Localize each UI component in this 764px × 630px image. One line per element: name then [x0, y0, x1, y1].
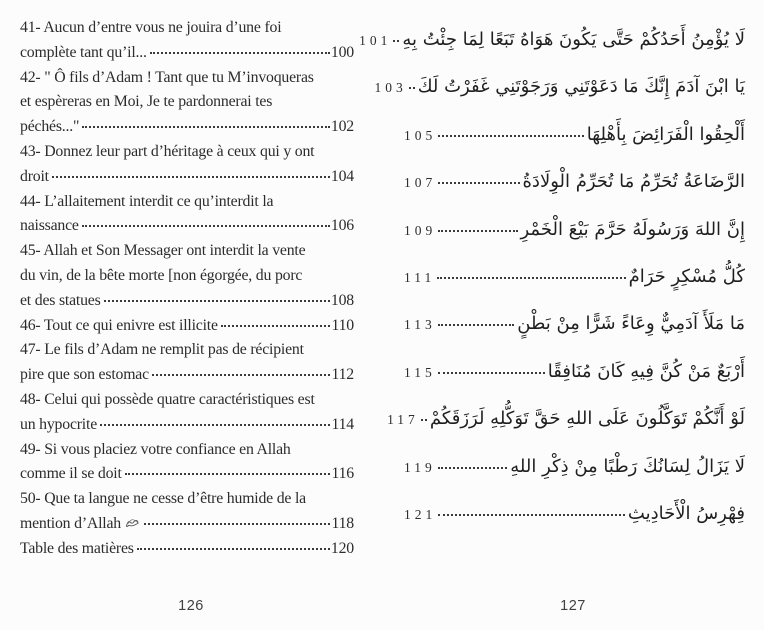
toc-entry-line: [20, 165, 354, 190]
toc-entry-text-arabic: يَا ابْنَ آدَمَ إِنَّكَ مَا دَعَوْتَنِي وَرَجَوْتَنِي غَفَرْتُ لَكَ: [417, 76, 745, 98]
toc-entry-line-arabic: [404, 158, 745, 205]
dot-leader: [393, 40, 399, 42]
toc-entry-page-number: 102: [330, 118, 354, 136]
toc-entry-text: 50- Que ta langue ne cesse d’être humide de la: [20, 490, 306, 508]
toc-entry-text: 48- Celui qui possède quatre caractéristiques est: [20, 390, 315, 408]
toc-entry-line-arabic: [404, 253, 745, 300]
toc-entry-text-arabic: فِهْرِسُ الْأَحَادِيثِ: [627, 502, 745, 524]
toc-entry-page-number: 119: [404, 459, 436, 475]
toc-entry-page-number: 103: [374, 80, 407, 96]
toc-entry-line: [20, 512, 354, 537]
dot-leader: [144, 523, 331, 525]
toc-entry-line: [20, 90, 354, 115]
toc-entry-text: 49- Si vous placiez votre confiance en Allah: [20, 440, 291, 458]
toc-entry-line: [20, 264, 354, 289]
sallallahu-alayhi-wa-sallam-icon: [125, 513, 140, 525]
toc-entry-page-number: 104: [330, 167, 354, 185]
dot-leader: [438, 230, 517, 232]
toc-entry-text: pire que son estomac: [20, 366, 149, 384]
toc-entry-text-arabic: إِنَّ اللهَ وَرَسُولَهُ حَرَّمَ بَيْعَ الْخَمْرِ: [520, 218, 745, 240]
dot-leader: [152, 374, 331, 376]
toc-entry-line-arabic: [404, 206, 745, 253]
toc-entry-text: droit: [20, 167, 49, 185]
toc-entry-text: comme il se doit: [20, 465, 122, 483]
toc-entry-text: et des statues: [20, 291, 101, 309]
french-toc-list: [20, 16, 354, 562]
toc-entry-text-arabic: لَا يَزَالُ لِسَانُكَ رَطْبًا مِنْ ذِكْرِ اللهِ: [510, 455, 745, 477]
toc-entry-line: [20, 438, 354, 463]
toc-entry-text: un hypocrite: [20, 415, 98, 433]
toc-entry-line: [20, 413, 354, 438]
toc-entry-line: [20, 388, 354, 413]
toc-entry-text: et espèreras en Moi, Je te pardonnerai tes: [20, 93, 273, 111]
arabic-toc-list: [359, 16, 745, 537]
toc-entry-line: [20, 190, 354, 215]
dot-leader: [437, 277, 625, 279]
toc-entry-text-arabic: أَلْحِقُوا الْفَرَائِضَ بِأَهْلِهَا: [586, 123, 745, 145]
toc-entry-line: [20, 214, 354, 239]
toc-entry-page-number: 106: [330, 217, 354, 235]
toc-entry-line-arabic: [359, 16, 745, 63]
toc-entry-line-arabic: [404, 111, 745, 158]
toc-entry-page-number: 115: [404, 364, 436, 380]
toc-entry-line-arabic: [387, 395, 745, 442]
toc-entry-text-arabic: لَا يُؤْمِنُ أَحَدُكُمْ حَتَّى يَكُونَ هَوَاهُ تَبَعًا لِمَا جِئْتُ بِهِ: [402, 29, 745, 50]
toc-entry-page-number: 114: [331, 415, 354, 433]
toc-entry-text-arabic: أَرْبَعٌ مَنْ كُنَّ فِيهِ كَانَ مُنَافِقًا: [547, 360, 745, 382]
toc-entry-text: mention d’Allah: [20, 514, 121, 532]
toc-entry-page-number: 105: [404, 127, 437, 143]
toc-entry-line-arabic: [404, 300, 745, 347]
toc-entry-page-number: 107: [404, 175, 437, 191]
dot-leader: [82, 126, 330, 128]
toc-entry-line: [20, 363, 354, 388]
toc-entry-line: [20, 289, 354, 314]
dot-leader: [438, 135, 583, 137]
toc-entry-page-number: 111: [404, 269, 436, 285]
toc-entry-text: du vin, de la bête morte [non égorgée, du porc: [20, 266, 303, 284]
toc-entry-page-number: 116: [331, 465, 354, 483]
toc-entry-text-arabic: لَوْ أَنَّكُمْ تَوَكَّلُونَ عَلَى اللهِ حَقَّ تَوَكُّلِهِ لَرَزَقَكُمْ: [429, 408, 745, 430]
toc-entry-text-arabic: الرَّضَاعَةُ تُحَرِّمُ مَا تُحَرِّمُ الْوِلَادَةُ: [522, 171, 745, 193]
toc-entry-text: 42- " Ô fils d’Adam ! Tant que tu M’invoqueras: [20, 68, 314, 86]
toc-entry-page-number: 118: [331, 514, 354, 532]
toc-entry-line: [20, 338, 354, 363]
dot-leader: [125, 473, 331, 475]
left-page-number: 126: [178, 598, 204, 614]
toc-entry-line-arabic: [374, 63, 745, 110]
toc-entry-text: complète tant qu’il...: [20, 43, 147, 61]
toc-entry-line-arabic: [404, 490, 745, 537]
dot-leader: [438, 514, 625, 516]
dot-leader: [137, 548, 330, 550]
toc-entry-page-number: 100: [330, 43, 354, 61]
dot-leader: [409, 87, 415, 89]
toc-entry-line-arabic: [404, 443, 745, 490]
toc-entry-page-number: 108: [330, 291, 354, 309]
toc-entry-text: Table des matières: [20, 539, 134, 557]
toc-entry-page-number: 113: [404, 317, 436, 333]
dot-leader: [438, 467, 508, 469]
toc-entry-text: 45- Allah et Son Messager ont interdit la vente: [20, 242, 306, 260]
toc-entry-text: 41- Aucun d’entre vous ne jouira d’une foi: [20, 19, 282, 36]
dot-leader: [82, 225, 330, 227]
toc-entry-text: 46- Tout ce qui enivre est illicite: [20, 316, 218, 334]
toc-entry-line: [20, 115, 354, 140]
toc-entry-page-number: 120: [330, 539, 354, 557]
toc-entry-page-number: 117: [387, 412, 419, 428]
dot-leader: [150, 52, 330, 54]
toc-entry-page-number: 109: [404, 222, 437, 238]
toc-entry-line: [20, 462, 354, 487]
dot-leader: [100, 424, 330, 426]
toc-entry-text: 43- Donnez leur part d’héritage à ceux qui y ont: [20, 142, 315, 160]
dot-leader: [438, 372, 545, 374]
toc-entry-line-arabic: [404, 348, 745, 395]
right-page-toc-arabic: [359, 0, 764, 630]
toc-entry-line: [20, 66, 354, 91]
toc-entry-text: naissance: [20, 217, 79, 235]
toc-entry-line: [20, 314, 354, 339]
toc-entry-line: [20, 537, 354, 562]
dot-leader: [104, 300, 330, 302]
dot-leader: [52, 176, 330, 178]
toc-entry-line: [20, 16, 354, 41]
toc-entry-line: [20, 41, 354, 66]
toc-entry-line: [20, 140, 354, 165]
toc-entry-line: [20, 239, 354, 264]
dot-leader: [438, 324, 515, 326]
toc-entry-page-number: 112: [331, 366, 354, 384]
toc-entry-page-number: 121: [404, 506, 437, 522]
dot-leader: [421, 419, 427, 421]
toc-entry-text: 47- Le fils d’Adam ne remplit pas de récipient: [20, 341, 304, 359]
right-page-number: 127: [560, 598, 586, 614]
toc-entry-page-number: 101: [359, 33, 392, 48]
toc-entry-page-number: 110: [331, 316, 354, 334]
toc-entry-text-arabic: مَا مَلَأَ آدَمِيٌّ وِعَاءً شَرًّا مِنْ بَطْنٍ: [517, 313, 745, 335]
toc-entry-text-arabic: كُلُّ مُسْكِرٍ حَرَامٌ: [628, 265, 745, 287]
toc-entry-text: péchés...": [20, 118, 80, 136]
toc-entry-text: 44- L’allaitement interdit ce qu’interdit la: [20, 192, 274, 210]
toc-entry-line: [20, 487, 354, 512]
dot-leader: [438, 182, 519, 184]
dot-leader: [221, 325, 331, 327]
